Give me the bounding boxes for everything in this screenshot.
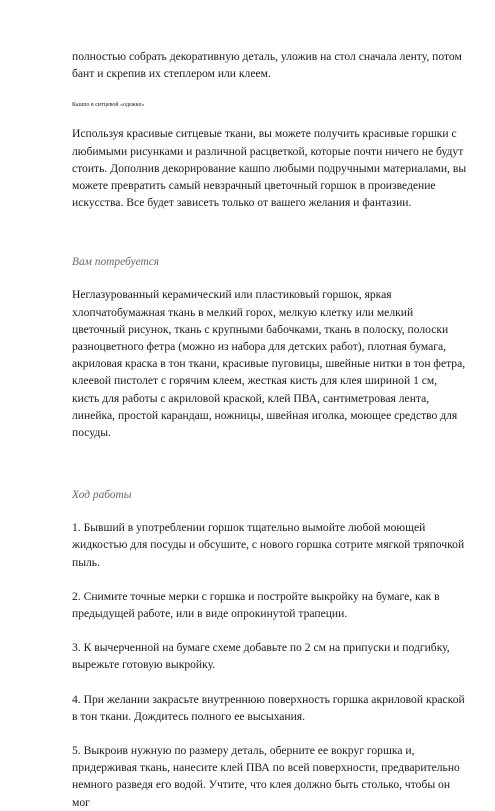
step-3: 3. К вычерченной на бумаге схеме добавьте по 2 см на припуски и подгибку, вырежьте готовую выкройку. <box>72 641 450 672</box>
need-heading: Вам потребуется <box>72 256 160 269</box>
intro-paragraph: полностью собрать декоративную деталь, уложив на стол сначала ленту, потом бант и скрепив их степлером или клеем. <box>72 50 462 81</box>
document-page <box>72 48 467 811</box>
cotton-paragraph: Используя красивые ситцевые ткани, вы можете получить красивые горшки с любимыми рисунками и различной расцветкой, которые почти ничего не будут стоить. Дополнив декорирование кашпо любыми подручными материалами, вы можете превратить самый невзрачный цветочный горшок в произведение искусства. Все будет зависеть только от вашего желания и фантазии. <box>72 127 467 210</box>
step-1: 1. Бывший в употреблении горшок тщательно вымойте любой моющей жидкостью для посуды и обсушите, с нового горшка сотрите мягкой тряпочкой пыль. <box>72 521 465 569</box>
step-4: 4. При желании закрасьте внутреннюю поверхность горшка акриловой краской в тон ткани. Дождитесь полного ее высыхания. <box>72 692 465 723</box>
step-2: 2. Снимите точные мерки с горшка и постройте выкройку на бумаге, как в предыдущей работе, или в виде опрокинутой трапеции. <box>72 589 440 621</box>
step-5: 5. Выкроив нужную по размеру деталь, оберните ее вокруг горшка и, придерживая ткань, нанесите клей ПВА по всей поверхности, предварительно немного разведя его водой. Учтите, что клея должно быть столько, чтобы он мог <box>72 744 460 809</box>
cotton-heading: Кашпо в ситцевой «одежке» <box>72 102 145 109</box>
work-heading: Ход работы <box>72 489 132 502</box>
need-paragraph: Неглазурованный керамический или пластиковый горшок, яркая хлопчатобумажная ткань в мелкий горох, мелкую клетку или мелкий цветочный рисунок, ткань с крупными бабочками, ткань в полоску, полоски разноцветного фетра (можно из набора для детских работ), плотная бумага, акриловая краска в тон ткани, красивые пуговицы, швейные нитки в тон фетра, клеевой пистолет с горячим клеем, жесткая кисть для клея шириной 1 см, кисть для работы с акриловой краской, клей ПВА, сантиметровая лента, линейка, простой карандаш, ножницы, швейная иголка, моющее средство для посуды. <box>72 288 466 440</box>
